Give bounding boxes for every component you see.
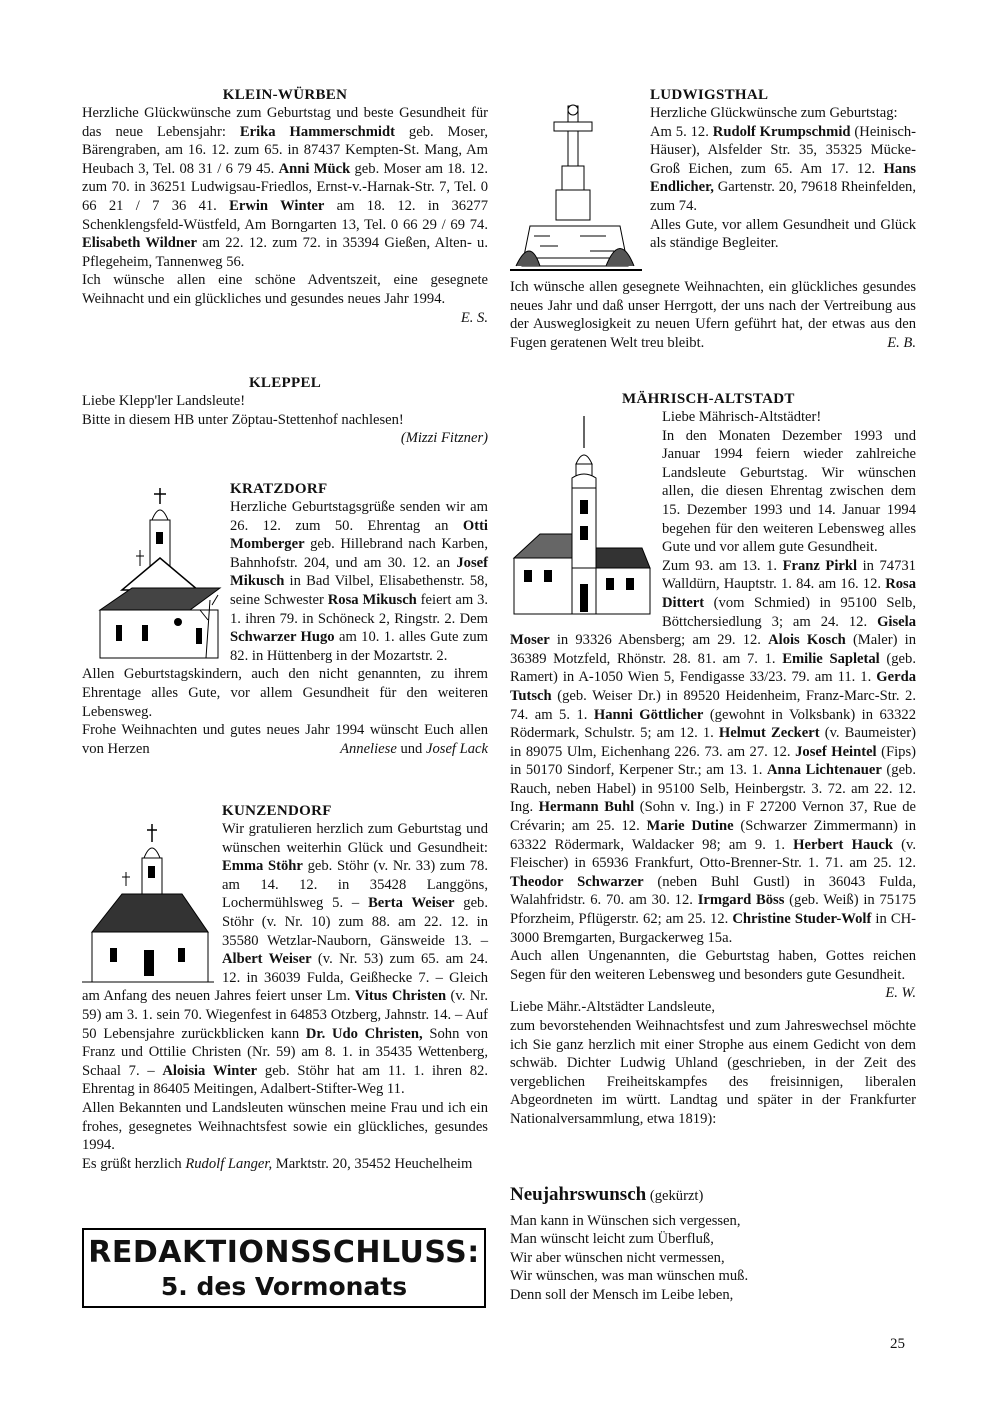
section-klein-wuerben [82, 86, 488, 327]
paragraph: Allen Bekannten und Landsleuten wünschen meine Frau und ich ein frohes, gesegnetes Weihnachtsfest sowie ein glückliches, gesundes 1994. [82, 1099, 488, 1154]
section-title: KRATZDORF [230, 481, 328, 497]
deadline-title: REDAKTIONSSCHLUSS: [88, 1235, 480, 1270]
paragraph: Allen Geburtstagskindern, auch den nicht genannten, zu ihrem Ehrentage alles Gute, vor allem Gesundheit für den weiteren Lebensweg. [82, 666, 488, 720]
paragraph: Wir gratulieren herzlich zum Geburtstag und wünschen weiterhin Glück und Gesundheit: Emma Stöhr geb. Stöhr (v. Nr. 33) zum 78. am 14. 12. in 35428 Langgöns, Lochermühlsweg 5. – Berta Weiser geb. Stöhr (v. Nr. 10) zum 88. am 22. 12. in 35580 Wetzlar-Nauborn, Gänsweide 13. – Albert Weiser (v. Nr. 53) zum 65. am 24. 12. in 36039 Fulda, Geißhecke 7. – Gleich am Anfang des neuen Jahres feiert unser Lm. Vitus Christen (v. Nr. 59) am 3. 1. sein 70. Wiegenfest in 64853 Otzberg, Jahnstr. 14. – Auf 50 Lebensjahre zurückblicken kann Dr. Udo Christen, Sohn von Franz und Ottilie Christen (Nr. 59) am 8. 1. in 35435 Wettenberg, Schaal 7. – Aloisia Winter geb. Stöhr hat am 11. 1. ihren 82. Ehrentag in 86405 Meitingen, Adalbert-Stifter-Weg 11. [82, 821, 489, 1098]
section-title: LUDWIGSTHAL [650, 87, 769, 103]
signature: E. S. [460, 309, 488, 326]
section-title: KUNZENDORF [222, 803, 332, 819]
section-ludwigsthal [510, 86, 916, 352]
wayside-cross-illustration [510, 86, 642, 276]
page-number: 25 [890, 1336, 905, 1352]
paragraph: Auch allen Ungenannten, die Geburtstag haben, Gottes reichen Segen für den weiteren Lebensweg und besonders gute Gesundheit. E. W. [510, 948, 916, 1002]
paragraph: Ich wünsche allen eine schöne Adventszeit, eine gesegnete Weihnacht und ein glückliches und gesundes neues Jahr 1994. [82, 272, 488, 307]
paragraph: Liebe Mährisch-Altstädter! [662, 409, 822, 425]
section-title: MÄHRISCH-ALTSTADT [622, 391, 795, 407]
paragraph: Alles Gute, vor allem Gesundheit und Glück als ständige Begleiter. [650, 216, 916, 252]
paragraph: In den Monaten Dezember 1993 und Januar 1994 feiern wieder zahlreiche Landsleute Geburtstag. Wir wünschen allen, die diesen Ehrentag zwischen dem 15. Dezember 1993 und 14. Januar 1994 begehen für den weiteren Lebensweg alles Gute und vor allem gute Gesundheit. [662, 427, 916, 556]
paragraph: Zum 93. am 13. 1. Franz Pirkl in 74731 Walldürn, Hauptstr. 1. 84. am 16. 12. Rosa Dittert (vom Schmied) in 95100 Selb, Böttchersiedlung 3; am 24. 12. Gisela Moser in 93326 Abensberg; am 29. 12. Alois Kosch (Maler) in 36389 Motzfeld, Rhönstr. 28. 81. am 7. 1. Emilie Sapletal (geb. Ramert) in A-1050 Wien 5, Fendigasse 33/23. 79. am 11. 1. Gerda Tutsch (geb. Weiser Dr.) in 89520 Heidenheim, Franz-Marc-Str. 2. 74. am 5. 1. Hanni Göttlicher (gewohnt in Volksbank) in 63322 Rödermark, Schulstr. 5; am 12. 1. Helmut Zeckert (v. Baumeister) in 89075 Ulm, Eichenhang 226. 73. am 27. 12. Josef Heintel (Fips) in 50170 Sindorf, Kerpener Str.; am 13. 1. Anna Lichtenauer (geb. Rauch, neben Habel) in 95100 Selb, Heinbergstr. 3. 72. am 22. 12. Ing. Hermann Buhl (Sohn v. Ing.) in F 27200 Vernon 37, Rue de Crévarin; am 25. 12. Marie Dutine (Schwarzer Zimmermann) in 63322 Rödermark, Waldacker 98; am 9. 1. Herbert Hauck (v. Fleischer) in 65936 Frankfurt, Otto-Brenner-Str. 1. 71. am 25. 12. Theodor Schwarzer (neben Buhl Gustl) in 36043 Fulda, Walahfridstr. 6. 70. am 30. 12. Irmgard Böss (geb. Weiß) in 75175 Pforzheim, Pflügerstr. 62; am 25. 12. Christine Studer-Wolf in CH-3000 Bremgarten, Burgackerweg 15a. [510, 557, 917, 946]
paragraph: zum bevorstehenden Weihnachtsfest und zum Jahreswechsel möchte ich Sie ganz herzlich mit einer Strophe aus einem Gedicht von dem schwäb. Dichter Ludwig Uhland (geschrieben, in der Zeit des vergeblichen Freiheitskampfes des freisinnigen, liberalen Abgeordneten im württ. Landtag und später in der Frankfurter Nationalversammlung, etwa 1819): [510, 1018, 916, 1127]
poem-line: Man kann in Wünschen sich vergessen, [510, 1212, 741, 1229]
section-title: KLEIN-WÜRBEN [222, 87, 348, 103]
church-illustration [82, 802, 214, 984]
paragraph: Frohe Weihnachten und gutes neues Jahr 1994 wünscht Euch allen von Herzen Anneliese und Josef Lack [82, 722, 488, 757]
editorial-deadline-box [82, 1228, 486, 1308]
church-illustration [82, 480, 222, 660]
paragraph: Es grüßt herzlich Rudolf Langer, Marktstr. 20, 35452 Heuchelheim [82, 1155, 473, 1172]
paragraph: Ich wünsche allen gesegnete Weihnachten, ein glückliches gesundes neues Jahr und daß unser Herrgott, der uns nach der Vertreibung aus der Ausweglosigkeit zu neuen Ufern geführt hat, der etwas aus den Fugen geratenen Welt treu bleibt. E. B. [510, 279, 916, 351]
section-maehrisch-altstadt [510, 390, 916, 1129]
paragraph: Herzliche Geburtstagsgrüße senden wir am 26. 12. zum 50. Ehrentag an Otti Momberger geb. Hillebrand nach Karben, Bahnhofstr. 204, und am 30. 12. an Josef Mikusch in Bad Vilbel, Elisabethenstr. 58, seine Schwester Rosa Mikusch feiert am 3. 1. ihren 79. in Schöneck 2, Ringstr. 2. Dem Schwarzer Hugo am 10. 1. alles Gute zum 82. in Hüttenberg in der Mozartstr. 2. [230, 499, 489, 664]
poem-title: Neujahrswunsch (gekürzt) [510, 1184, 704, 1205]
text-line: Liebe Klepp'ler Landsleute! [82, 393, 246, 409]
section-kratzdorf [82, 480, 488, 758]
poem-line: Wir wünschen, was man wünschen muß. [510, 1268, 749, 1285]
town-church-illustration [510, 408, 654, 618]
section-kunzendorf [82, 802, 488, 1173]
text-line: Bitte in diesem HB unter Zöptau-Stettenhof nachlesen! [82, 411, 404, 428]
signature: (Mizzi Fitzner) [400, 430, 488, 447]
paragraph: Herzliche Glückwünsche zum Geburtstag und beste Gesundheit für das neue Lebensjahr: Erika Hammerschmidt geb. Moser, Bärengraben, am 16. 12. zum 65. in 87437 Kempten-St. Mang, Am Heubach 3, Tel. 08 31 / 6 79 45. Anni Mück geb. Moser am 18. 12. zum 70. in 36251 Ludwigsau-Friedlos, Ernst-v.-Harnak-Str. 7, Tel. 0 66 21 / 7 36 41. Erwin Winter am 18. 12. in 36277 Schenklengsfeld-Wüstfeld, Am Borngarten 13, Tel. 0 66 29 / 69 74. Elisabeth Wildner am 22. 12. zum 72. in 35394 Gießen, Alten- u. Pflegeheim, Tannenweg 56. [82, 105, 488, 270]
poem-line: Denn soll der Mensch im Leibe leben, [510, 1286, 734, 1303]
poem [510, 1186, 916, 1305]
section-title: KLEPPEL [248, 375, 322, 391]
section-kleppel [82, 374, 488, 448]
deadline-subtitle: 5. des Vormonats [160, 1272, 408, 1301]
paragraph: Am 5. 12. Rudolf Krumpschmid (Heinisch-Häuser), Alsfelder Str. 35, 35325 Mücke-Groß Eichen, zum 65. Am 17. 12. Hans Endlicher, Gartenstr. 20, 79618 Rheinfelden, zum 74. [650, 123, 917, 214]
poem-line: Man wünscht leicht zum Überfluß, [510, 1231, 714, 1248]
poem-line: Wir aber wünschen nicht vermessen, [510, 1249, 725, 1266]
paragraph: Liebe Mähr.-Altstädter Landsleute, [510, 999, 716, 1016]
paragraph: Herzliche Glückwünsche zum Geburtstag: [650, 105, 898, 121]
